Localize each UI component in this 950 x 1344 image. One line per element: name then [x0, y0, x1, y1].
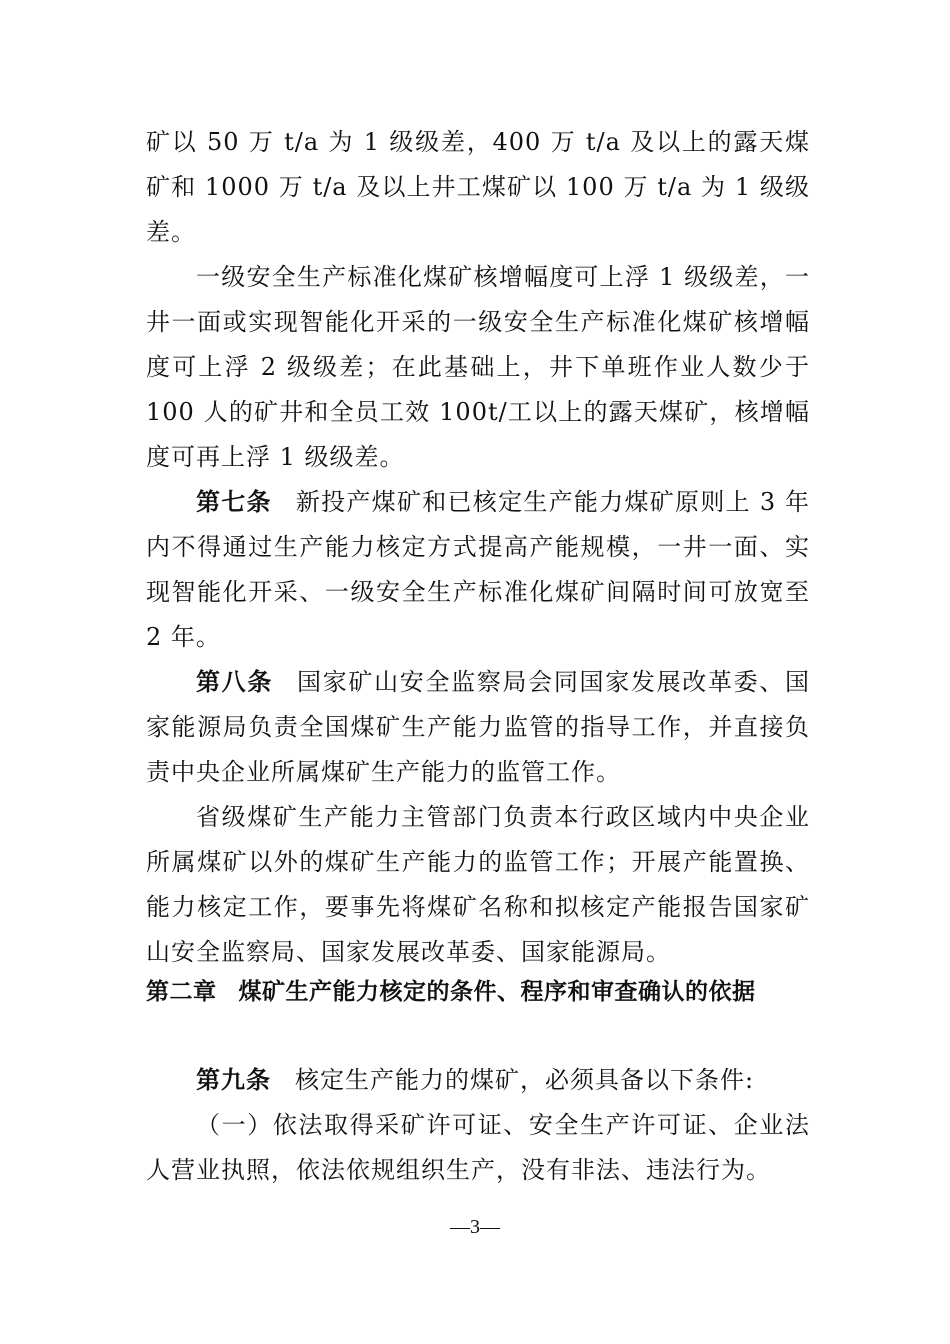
page-number: —3— — [450, 1216, 500, 1238]
body-text-upper — [146, 120, 810, 975]
paragraph-grade-difference — [146, 120, 810, 255]
chapter-number: 第二章 — [146, 979, 217, 1005]
paragraph-text: 一级安全生产标准化煤矿核增幅度可上浮 1 级级差，一井一面或实现智能化开采的一级安全生产标准化煤矿核增幅度可上浮 2 级级差；在此基础上，井下单班作业人数少于 100 人的矿井和全员工效 100t/工以上的露天煤矿，核增幅度可再上浮 1 级级差。 — [146, 263, 810, 471]
article-8-heading: 第八条 — [196, 668, 274, 696]
paragraph-provincial-authority — [146, 795, 810, 975]
chapter-heading — [146, 970, 810, 1015]
paragraph-text: 矿以 50 万 t/a 为 1 级级差，400 万 t/a 及以上的露天煤矿和 1000 万 t/a 及以上井工煤矿以 100 万 t/a 为 1 级级差。 — [146, 128, 810, 246]
article-8-text: 国家矿山安全监察局会同国家发展改革委、国家能源局负责全国煤矿生产能力监管的指导工作，并直接负责中央企业所属煤矿生产能力的监管工作。 — [146, 668, 810, 786]
article-7-heading: 第七条 — [196, 488, 272, 516]
article-8 — [146, 660, 810, 795]
body-text-lower — [146, 1058, 810, 1193]
article-9-text: 核定生产能力的煤矿，必须具备以下条件: — [295, 1066, 755, 1094]
article-7-text: 新投产煤矿和已核定生产能力煤矿原则上 3 年内不得通过生产能力核定方式提高产能规模，一井一面、实现智能化开采、一级安全生产标准化煤矿间隔时间可放宽至 2 年。 — [146, 488, 810, 651]
condition-item-1-text: （一）依法取得采矿许可证、安全生产许可证、企业法人营业执照，依法依规组织生产，没有非法、违法行为。 — [146, 1111, 810, 1184]
chapter-title: 煤矿生产能力核定的条件、程序和审查确认的依据 — [238, 979, 756, 1005]
article-9 — [146, 1058, 810, 1103]
article-7 — [146, 480, 810, 660]
article-9-heading: 第九条 — [196, 1066, 271, 1094]
condition-item-1 — [146, 1103, 810, 1193]
paragraph-upward-float — [146, 255, 810, 480]
paragraph-text: 省级煤矿生产能力主管部门负责本行政区域内中央企业所属煤矿以外的煤矿生产能力的监管工作；开展产能置换、能力核定工作，要事先将煤矿名称和拟核定产能报告国家矿山安全监察局、国家发展改革委、国家能源局。 — [146, 803, 810, 966]
